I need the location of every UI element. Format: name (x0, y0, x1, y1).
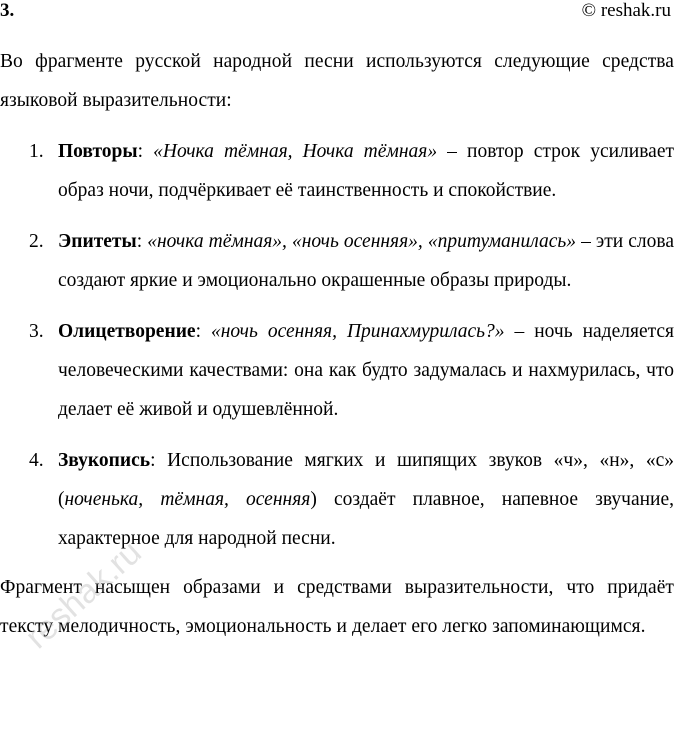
item-text: – ночь наделяется человеческими качествами: она как будто задумалась и нахмурилась, что делает её живой и одушевлённой. (58, 321, 674, 420)
item-separator: : (195, 321, 211, 342)
item-quote: «Ночка тёмная, Ночка тёмная» (153, 141, 438, 162)
item-number: 3. (29, 321, 44, 342)
item-number: 1. (29, 141, 44, 162)
list-item (0, 312, 674, 429)
item-quote: «ночка тёмная», «ночь осенняя», «притуманилась» (147, 231, 577, 252)
item-number: 4. (29, 450, 44, 471)
item-separator: : Использование мягких и шипящих звуков «ч», «н», «с» ( (58, 450, 674, 510)
watermark: reshak.ru (18, 533, 149, 657)
page-header (0, 0, 679, 24)
answer-body (0, 42, 674, 646)
task-number: 3. (0, 0, 15, 21)
item-term: Олицетворение (58, 321, 196, 342)
devices-list (0, 132, 674, 558)
list-item (0, 441, 674, 558)
item-term: Звукопись (58, 450, 151, 471)
item-quote: «ночь осенняя, Принахмурилась?» (211, 321, 505, 342)
item-number: 2. (29, 231, 44, 252)
item-quote: ноченька, тёмная, осенняя (64, 489, 311, 510)
conclusion-paragraph: Фрагмент насыщен образами и средствами выразительности, что придаёт тексту мелодичность, эмоциональность и делает его легко запоминающимся. (0, 577, 674, 637)
list-item (0, 222, 674, 300)
item-separator: : (136, 231, 148, 252)
list-item (0, 132, 674, 210)
item-term: Повторы (58, 141, 138, 162)
item-text: – эти слова создают яркие и эмоционально окрашенные образы природы. (58, 231, 675, 291)
item-separator: : (137, 141, 154, 162)
item-term: Эпитеты (58, 231, 137, 252)
item-text: ) создаёт плавное, напевное звучание, характерное для народной песни. (58, 489, 674, 549)
source-credit: © reshak.ru (581, 0, 671, 21)
item-text: – повтор строк усиливает образ ночи, подчёркивает её таинственность и спокойствие. (58, 141, 675, 201)
intro-paragraph: Во фрагменте русской народной песни используются следующие средства языковой выразительности: (0, 51, 674, 111)
